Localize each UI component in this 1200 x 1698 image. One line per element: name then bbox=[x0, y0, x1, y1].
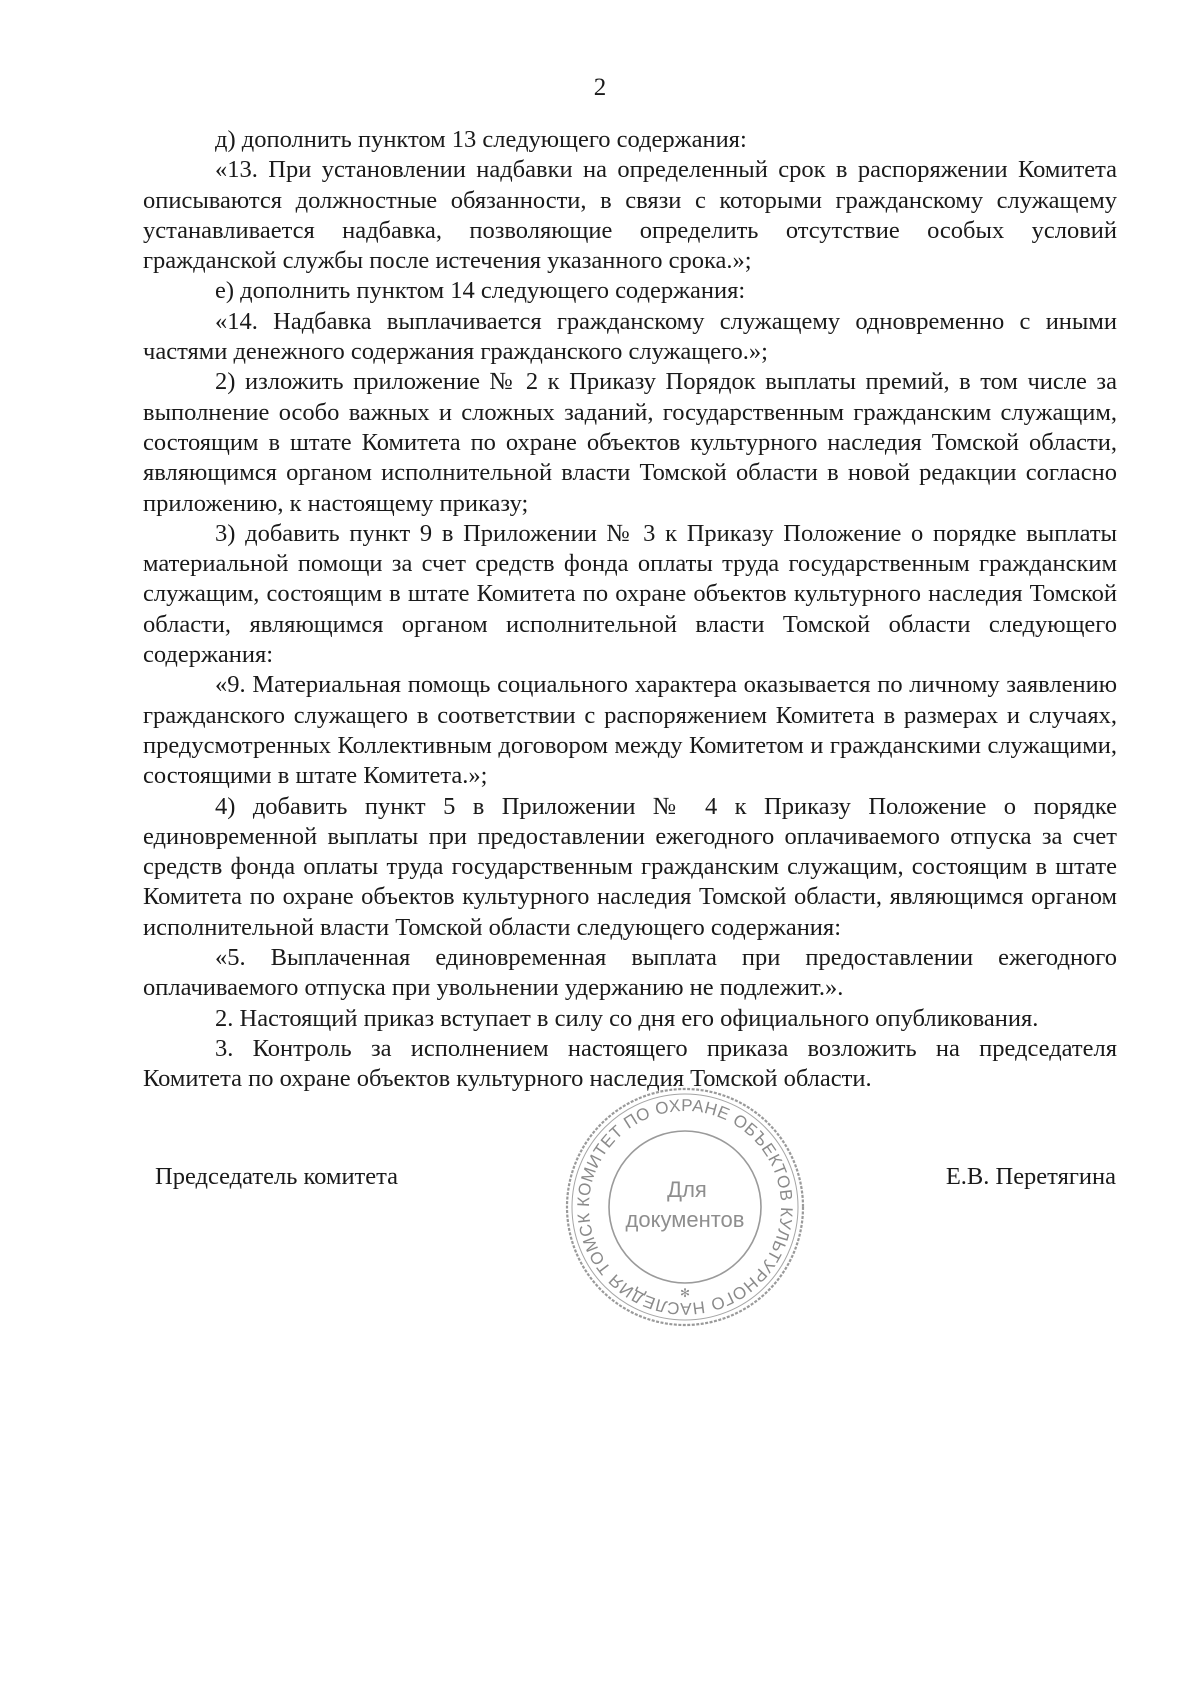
stamp-center-line1: Для bbox=[667, 1177, 707, 1202]
signatory-name: Е.В. Перетягина bbox=[945, 1163, 1116, 1190]
paragraph-3: 3) добавить пункт 9 в Приложении № 3 к Приказу Положение о порядке выплаты материальной помощи за счет средств фонда оплаты труда государственным гражданским служащим, состоящим в штате Комитета по охране объектов культурного наследия Томской области, являющимся органом исполнительной власти Томской области следующего содержания: bbox=[143, 519, 1117, 669]
paragraph-e: е) дополнить пунктом 14 следующего содержания: bbox=[215, 277, 746, 305]
paragraph-4: 4) добавить пункт 5 в Приложении № 4 к Приказу Положение о порядке единовременной выплаты при предоставлении ежегодного оплачиваемого отпуска за счет средств фонда оплаты труда государственным гражданским служащим, состоящим в штате Комитета по охране объектов культурного наследия Томской области, являющимся органом исполнительной власти Томской области следующего содержания: bbox=[143, 792, 1117, 941]
paragraph-d: д) дополнить пунктом 13 следующего содержания: bbox=[215, 126, 747, 153]
stamp-center-line2: документов bbox=[625, 1207, 745, 1232]
signatory-title: Председатель комитета bbox=[155, 1163, 399, 1190]
paragraph-item-13: «13. При установлении надбавки на определенный срок в распоряжении Комитета описываются должностные обязанности, в связи с которыми гражданскому служащему устанавливается надбавка, позволяющие определить отсутствие особых условий гражданской службы после истечения указанного срока.»; bbox=[143, 156, 1117, 275]
page-number: 2 bbox=[593, 74, 607, 101]
paragraph-clause-3: 3. Контроль за исполнением настоящего приказа возложить на председателя Комитета по охране объектов культурного наследия Томской области. bbox=[143, 1034, 1117, 1093]
star-icon: ✻ bbox=[679, 1286, 691, 1300]
document-body bbox=[143, 125, 1117, 1095]
stamp-graphic bbox=[563, 1085, 807, 1329]
official-stamp bbox=[563, 1085, 807, 1329]
paragraph-item-9: «9. Материальная помощь социального характера оказывается по личному заявлению гражданского служащего в соответствии с распоряжением Комитета в размерах и случаях, предусмотренных Коллективным договором между Комитетом и гражданскими служащими, состоящими в штате Комитета.»; bbox=[143, 671, 1117, 790]
paragraph-clause-2: 2. Настоящий приказ вступает в силу со дня его официального опубликования. bbox=[215, 1004, 1039, 1032]
paragraph-2: 2) изложить приложение № 2 к Приказу Порядок выплаты премий, в том числе за выполнение особо важных и сложных заданий, государственным гражданским служащим, состоящим в штате Комитета по охране объектов культурного наследия Томской области, являющимся органом исполнительной власти Томской области в новой редакции согласно приложению, к настоящему приказу; bbox=[143, 368, 1117, 517]
stamp-ring-text: КОМИТЕТ ПО ОХРАНЕ ОБЪЕКТОВ КУЛЬТУРНОГО НАСЛЕДИЯ ТОМСК bbox=[573, 1095, 797, 1319]
paragraph-item-14: «14. Надбавка выплачивается гражданскому служащему одновременно с иными частями денежного содержания гражданского служащего.»; bbox=[143, 307, 1117, 366]
paragraph-item-5: «5. Выплаченная единовременная выплата при предоставлении ежегодного оплачиваемого отпуска при увольнении удержанию не подлежит.». bbox=[143, 944, 1117, 1002]
